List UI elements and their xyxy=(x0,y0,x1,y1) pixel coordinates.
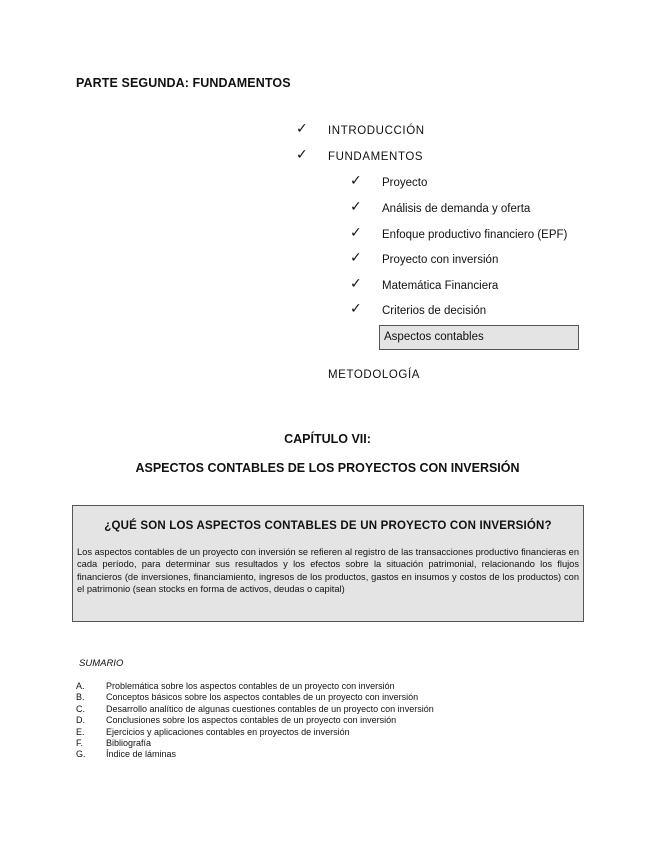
checkmark-icon: ✓ xyxy=(350,199,362,215)
checkmark-icon: ✓ xyxy=(350,173,362,189)
sumario-item-text: Problemática sobre los aspectos contables de un proyecto con inversión xyxy=(106,681,395,691)
checkmark-icon: ✓ xyxy=(350,250,362,266)
checkmark-icon: ✓ xyxy=(350,276,362,292)
checkmark-icon: ✓ xyxy=(350,301,362,317)
outline-item-label: FUNDAMENTOS xyxy=(328,151,424,163)
sumario-title: SUMARIO xyxy=(79,658,124,669)
outline-subitem-label: Enfoque productivo financiero (EPF) xyxy=(382,229,568,241)
checkmark-icon: ✓ xyxy=(296,147,308,163)
sumario-item-text: Ejercicios y aplicaciones contables en proyectos de inversión xyxy=(106,726,350,737)
sumario-item-letter: D. xyxy=(76,715,85,726)
checkmark-icon: ✓ xyxy=(350,225,362,241)
chapter-title: ASPECTOS CONTABLES DE LOS PROYECTOS CON INVERSIÓN xyxy=(135,461,520,475)
sumario-item-letter: E. xyxy=(76,726,85,737)
outline-subitem-label: Análisis de demanda y oferta xyxy=(382,203,531,215)
checkmark-icon: ✓ xyxy=(296,121,308,137)
outline-subitem-label: Matemática Financiera xyxy=(382,280,499,292)
sumario-item-letter: A. xyxy=(76,681,85,691)
sumario-item-letter: G. xyxy=(76,749,86,760)
part-title: PARTE SEGUNDA: FUNDAMENTOS xyxy=(76,76,291,90)
current-section-box: Aspectos contables xyxy=(379,325,579,350)
sumario-item-text: Conclusiones sobre los aspectos contables de un proyecto con inversión xyxy=(106,715,397,726)
outline-subitem-label: Proyecto xyxy=(382,177,428,189)
definition-body: Los aspectos contables de un proyecto con inversión se refieren al registro de las transacciones productivo financieras en cada período, para determinar sus resultados y los efectos sobre la situación patrimonial, relacionando los flujos financieros (de inversiones, financiamiento, ingresos de los productos, gastos en insumos y costos de los productos) con el patrimonio (sean stocks en forma de activos, deudas o capital) xyxy=(77,547,579,595)
outline-item-metodologia: METODOLOGÍA xyxy=(328,369,421,381)
outline-subitem-label: Criterios de decisión xyxy=(382,305,487,317)
sumario-item-text: Bibliografía xyxy=(106,737,152,748)
sumario-item-letter: C. xyxy=(76,703,85,714)
chapter-label: CAPÍTULO VII: xyxy=(284,432,371,446)
sumario-item-text: Índice de láminas xyxy=(106,749,177,760)
sumario-item-text: Conceptos básicos sobre los aspectos contables de un proyecto con inversión xyxy=(106,692,419,703)
outline-item-label: INTRODUCCIÓN xyxy=(328,125,425,137)
sumario-item-text: Desarrollo analítico de algunas cuestiones contables de un proyecto con inversión xyxy=(106,703,434,714)
definition-box xyxy=(72,505,584,622)
outline-subitem-label: Proyecto con inversión xyxy=(382,254,499,266)
definition-question: ¿QUÉ SON LOS ASPECTOS CONTABLES DE UN PROYECTO CON INVERSIÓN? xyxy=(104,520,552,532)
sumario-item-letter: B. xyxy=(76,692,85,703)
sumario-item-letter: F. xyxy=(76,737,84,748)
